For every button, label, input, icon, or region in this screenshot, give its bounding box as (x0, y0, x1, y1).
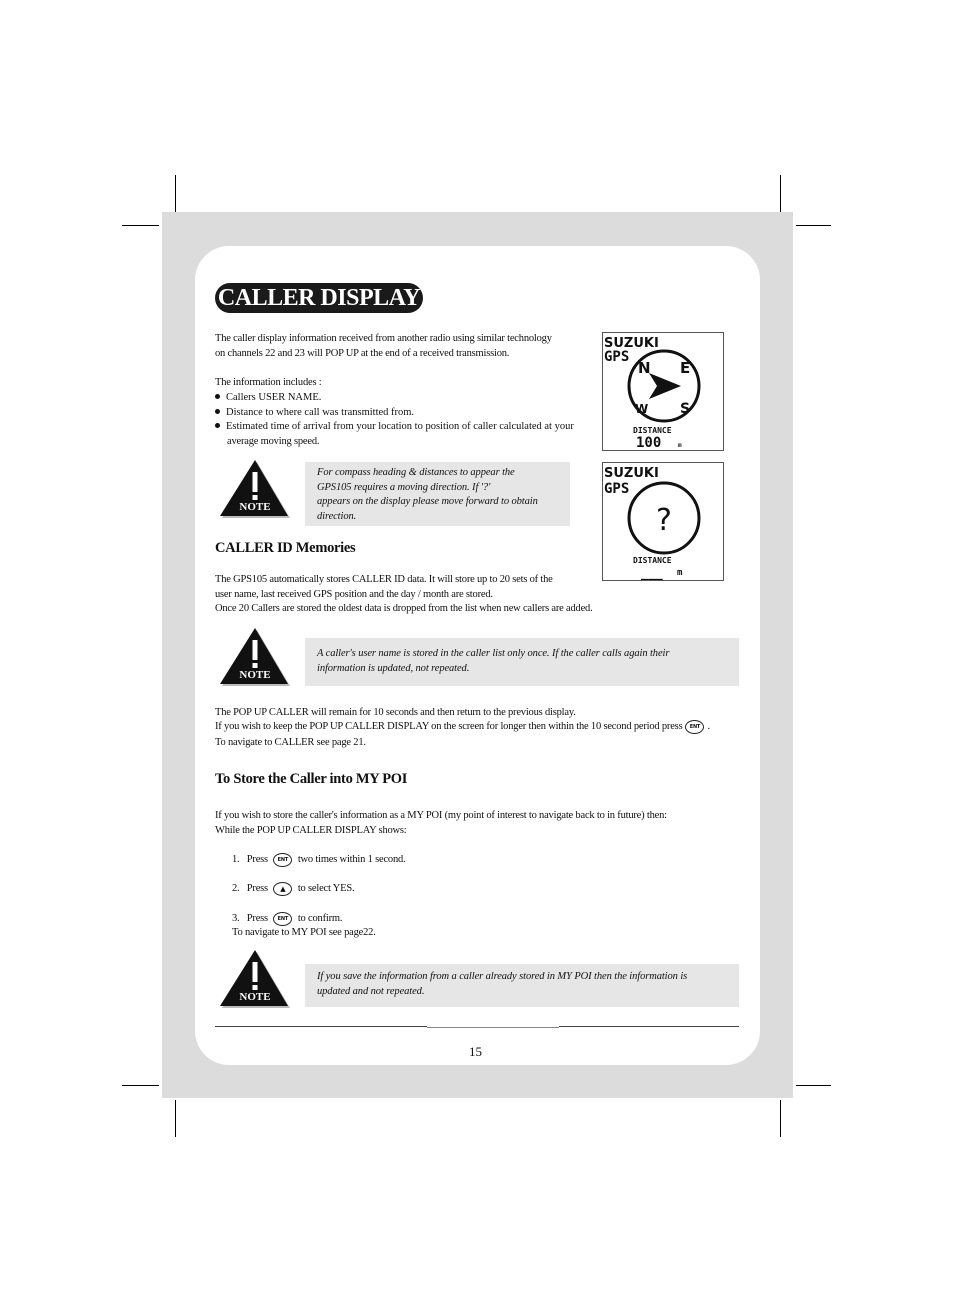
section-heading: CALLER ID Memories (215, 540, 356, 556)
list-item: Estimated time of arrival from your location to position of caller calculated at your (215, 419, 574, 434)
body-text: user name, last received GPS position and the day / month are stored. (215, 589, 493, 600)
footer-rule (427, 1027, 559, 1028)
body-text: The POP UP CALLER will remain for 10 seconds and then return to the previous display. (215, 707, 576, 718)
arrow-icon (649, 373, 681, 399)
intro-text: The caller display information received from another radio using similar technology (215, 333, 552, 344)
svg-text:m: m (678, 442, 682, 449)
crop-mark (796, 225, 831, 226)
list-item: Callers USER NAME. (215, 390, 321, 405)
svg-text:W: W (635, 402, 649, 416)
svg-text:?: ? (656, 503, 672, 538)
crop-mark (796, 1085, 831, 1086)
note-warning-icon (217, 628, 292, 688)
page-title: CALLER DISPLAY (215, 283, 423, 313)
page-number: 15 (469, 1044, 482, 1059)
svg-text:GPS: GPS (604, 481, 630, 497)
step-item: 3. Press ENT to confirm. (232, 913, 343, 924)
crop-mark (780, 1100, 781, 1137)
body-text: To navigate to MY POI see page22. (232, 927, 376, 938)
footer-rule (215, 1026, 427, 1027)
svg-text:E: E (680, 359, 691, 377)
ent-button-icon: ENT (273, 853, 292, 867)
bullet-icon (215, 409, 220, 414)
step-item: 2. Press ▲ to select YES. (232, 883, 355, 894)
svg-text:NOTE: NOTE (239, 669, 271, 681)
up-button-icon: ▲ (273, 882, 292, 896)
svg-text:___: ___ (641, 566, 663, 580)
crop-mark (175, 1100, 176, 1137)
crop-mark (122, 1085, 159, 1086)
bullet-icon (215, 423, 220, 428)
body-text: If you wish to keep the POP UP CALLER DISPLAY on the screen for longer then within the 10 second period press ENT . (215, 721, 710, 732)
ent-button-icon: ENT (685, 720, 704, 734)
svg-text:DISTANCE: DISTANCE (633, 426, 672, 435)
note-warning-icon (217, 950, 292, 1010)
list-item: Distance to where call was transmitted from. (215, 405, 414, 420)
footer-rule (559, 1026, 739, 1027)
svg-text:m: m (677, 568, 683, 578)
note-box: A caller's user name is stored in the caller list only once. If the caller calls again their information is updated, not repeated. (305, 638, 739, 686)
includes-label: The information includes : (215, 377, 322, 388)
intro-text: on channels 22 and 23 will POP UP at the end of a received transmission. (215, 348, 510, 359)
note-warning-icon (217, 460, 292, 520)
body-text: While the POP UP CALLER DISPLAY shows: (215, 825, 407, 836)
body-text: If you wish to store the caller's information as a MY POI (my point of interest to navigate back to in future) then: (215, 810, 667, 821)
svg-text:100: 100 (636, 435, 662, 450)
section-heading: To Store the Caller into MY POI (215, 771, 408, 787)
crop-mark (780, 175, 781, 212)
step-item: 1. Press ENT two times within 1 second. (232, 854, 406, 865)
ent-button-icon: ENT (273, 912, 292, 926)
body-text: Once 20 Callers are stored the oldest data is dropped from the list when new callers are added. (215, 603, 593, 614)
svg-text:NOTE: NOTE (239, 991, 271, 1003)
svg-text:NOTE: NOTE (239, 501, 271, 513)
crop-mark (175, 175, 176, 212)
note-box: For compass heading & distances to appear the GPS105 requires a moving direction. If '?' appears on the display please move forward to obtain direction. (305, 462, 570, 526)
svg-text:SUZUKI: SUZUKI (604, 336, 659, 351)
body-text: To navigate to CALLER see page 21. (215, 737, 366, 748)
body-text: The GPS105 automatically stores CALLER ID data. It will store up to 20 sets of the (215, 574, 553, 585)
gps-display-compass (602, 332, 724, 451)
gps-display-no-direction (602, 462, 724, 581)
list-item-continued: average moving speed. (227, 436, 320, 447)
svg-text:GPS: GPS (604, 349, 630, 365)
svg-text:S: S (680, 401, 691, 417)
svg-text:N: N (638, 359, 651, 377)
bullet-icon (215, 394, 220, 399)
svg-text:DISTANCE: DISTANCE (633, 556, 672, 565)
svg-text:SUZUKI: SUZUKI (604, 466, 659, 481)
crop-mark (122, 225, 159, 226)
note-box: If you save the information from a caller already stored in MY POI then the information is updated and not repeated. (305, 964, 739, 1007)
